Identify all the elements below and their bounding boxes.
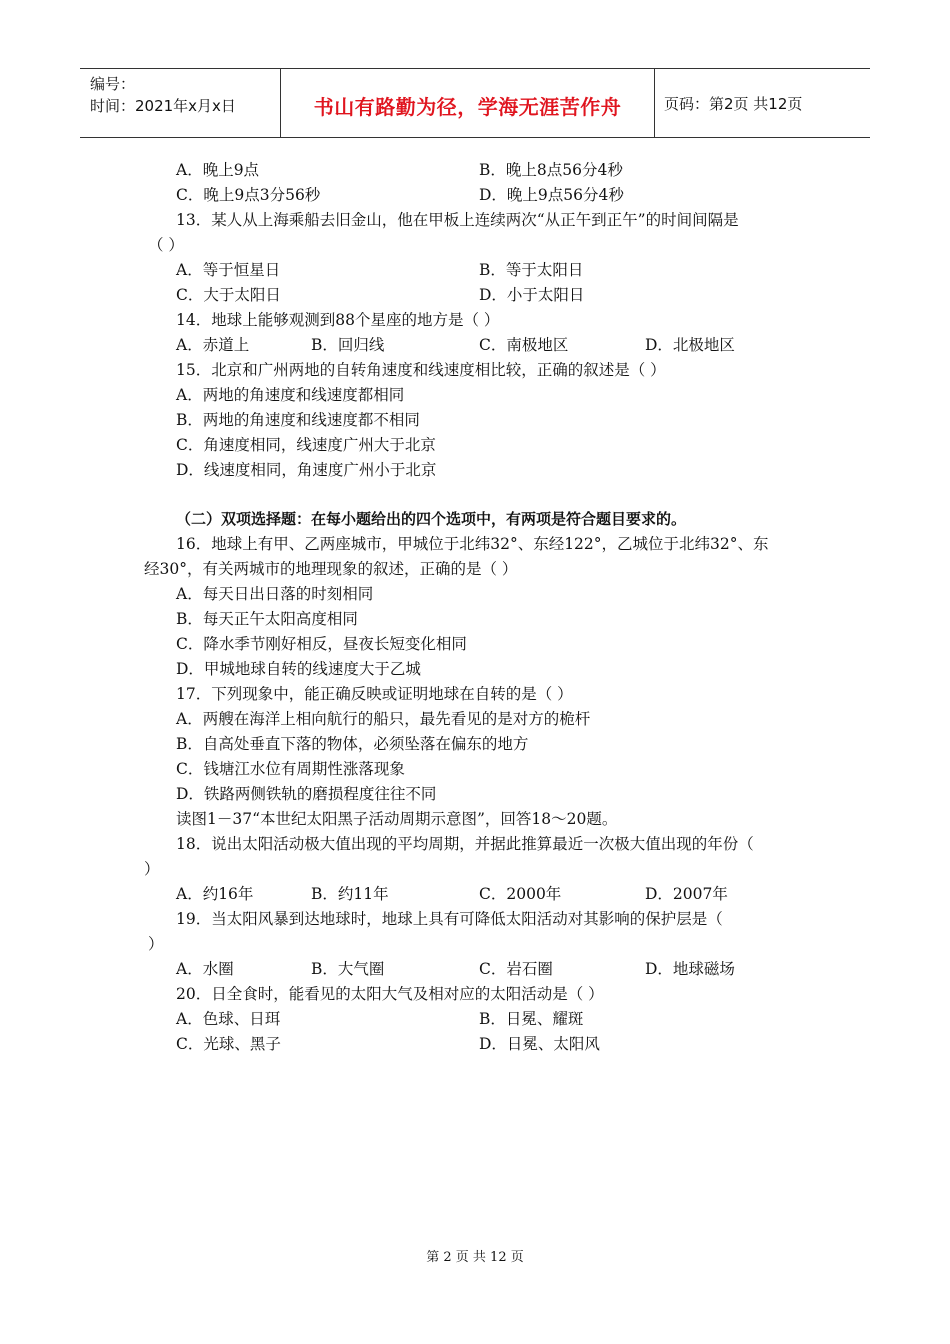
option-text: D．晚上9点56分4秒 [479, 186, 624, 204]
option-text: C．2000年 [479, 885, 562, 903]
option-text: D．地球磁场 [645, 960, 735, 978]
question-text: 17．下列现象中，能正确反映或证明地球在自转的是（ ） [176, 685, 573, 703]
option-text: C．晚上9点3分56秒 [176, 186, 321, 204]
question-text: 15．北京和广州两地的自转角速度和线速度相比较，正确的叙述是（ ） [176, 361, 666, 379]
question-text: ） [144, 860, 160, 878]
option-text: C．降水季节刚好相反，昼夜长短变化相同 [176, 635, 467, 653]
option-text: C．光球、黑子 [176, 1035, 281, 1053]
option-text: B．日冕、耀斑 [479, 1010, 584, 1028]
option-text: A．色球、日珥 [176, 1010, 281, 1028]
question-text: 13．某人从上海乘船去旧金山，他在甲板上连续两次“从正午到正午”的时间间隔是 [176, 211, 739, 229]
section-heading: （二）双项选择题：在每小题给出的四个选项中，有两项是符合题目要求的。 [176, 510, 687, 528]
option-text: C．大于太阳日 [176, 286, 281, 304]
question-text: 14．地球上能够观测到88个星座的地方是（ ） [176, 311, 500, 329]
option-text: D．甲城地球自转的线速度大于乙城 [176, 660, 421, 678]
option-text: B．每天正午太阳高度相同 [176, 610, 358, 628]
option-text: B．等于太阳日 [479, 261, 584, 279]
instruction-text: 读图1－37“本世纪太阳黑子活动周期示意图”，回答18～20题。 [176, 810, 618, 828]
option-text: D．日冕、太阳风 [479, 1035, 600, 1053]
question-text: 20．日全食时，能看见的太阳大气及相对应的太阳活动是（ ） [176, 985, 604, 1003]
option-text: B．自高处垂直下落的物体，必须坠落在偏东的地方 [176, 735, 529, 753]
question-text: （ ） [148, 236, 184, 254]
option-text: A．约16年 [176, 885, 254, 903]
page-header [80, 68, 870, 138]
option-text: B．回归线 [311, 336, 385, 354]
option-text: C．角速度相同，线速度广州大于北京 [176, 436, 436, 454]
option-text: C．岩石圈 [479, 960, 553, 978]
option-text: D．2007年 [645, 885, 728, 903]
option-text: B．大气圈 [311, 960, 385, 978]
option-text: D．北极地区 [645, 336, 735, 354]
question-text: ） [148, 935, 164, 953]
question-text: 18．说出太阳活动极大值出现的平均周期，并据此推算最近一次极大值出现的年份（ [176, 835, 754, 853]
option-text: A．等于恒星日 [176, 261, 281, 279]
option-text: A．两艘在海洋上相向航行的船只，最先看见的是对方的桅杆 [176, 710, 591, 728]
option-text: C．南极地区 [479, 336, 569, 354]
question-text: 经30°，有关两城市的地理现象的叙述，正确的是（ ） [144, 560, 518, 578]
option-text: B．晚上8点56分4秒 [479, 161, 623, 179]
header-divider [654, 69, 655, 137]
header-meta [90, 73, 236, 117]
option-text: D．铁路两侧铁轨的磨损程度往往不同 [176, 785, 437, 803]
option-text: A．赤道上 [176, 336, 250, 354]
question-text: 16．地球上有甲、乙两座城市，甲城位于北纬32°、东经122°，乙城位于北纬32°、东 [176, 535, 769, 553]
page-footer: 第 2 页 共 12 页 [426, 1250, 524, 1265]
option-text: A．晚上9点 [176, 161, 260, 179]
option-text: A．两地的角速度和线速度都相同 [176, 386, 405, 404]
number-label: 编号： [90, 75, 136, 93]
option-text: A．每天日出日落的时刻相同 [176, 585, 374, 603]
time-label: 时间：2021年x月x日 [90, 97, 236, 115]
header-motto: 书山有路勤为径，学海无涯苦作舟 [313, 95, 622, 119]
option-text: D．小于太阳日 [479, 286, 585, 304]
option-text: A．水圈 [176, 960, 234, 978]
option-text: C．钱塘江水位有周期性涨落现象 [176, 760, 405, 778]
option-text: D．线速度相同，角速度广州小于北京 [176, 461, 437, 479]
question-text: 19．当太阳风暴到达地球时，地球上具有可降低太阳活动对其影响的保护层是（ [176, 910, 723, 928]
option-text: B．约11年 [311, 885, 389, 903]
header-page-info: 页码：第2页 共12页 [664, 95, 803, 113]
option-text: B．两地的角速度和线速度都不相同 [176, 411, 420, 429]
